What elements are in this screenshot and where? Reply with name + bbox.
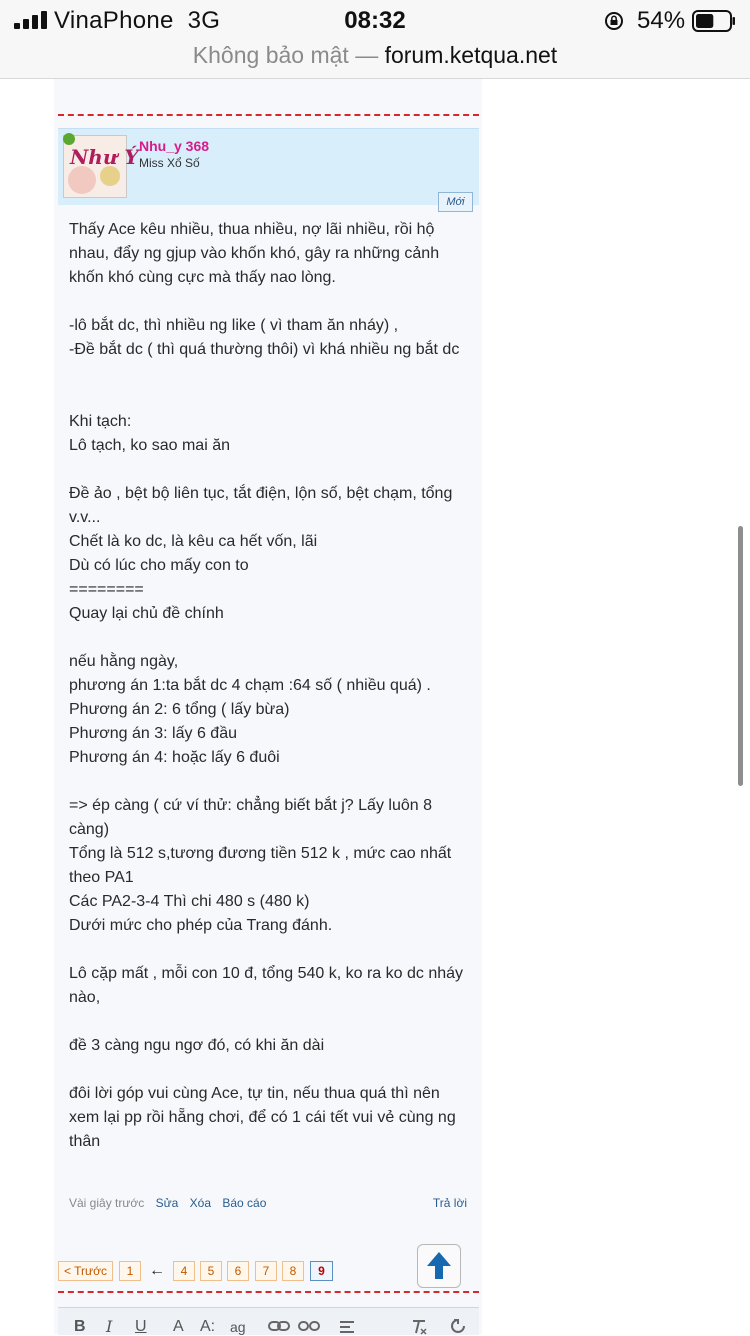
delete-link[interactable]: Xóa	[189, 1196, 212, 1210]
post-spacer	[69, 458, 474, 482]
url-bar[interactable]	[0, 44, 750, 79]
post-line: Phương án 3: lấy 6 đầu	[69, 725, 237, 742]
font-size-button[interactable]: A:	[200, 1318, 216, 1335]
post-spacer	[69, 362, 474, 386]
post-line: Đề ảo , bệt bộ liên tục, tắt điện, lộn số, bệt chạm, tổng v.v...	[69, 485, 453, 526]
underline-button[interactable]: U	[135, 1318, 147, 1335]
security-label: Không bảo mật —	[192, 42, 379, 68]
post-footer	[69, 1196, 467, 1210]
battery-percent: 54%	[637, 7, 686, 34]
bold-button[interactable]: B	[74, 1318, 86, 1335]
editor-toolbar	[58, 1307, 479, 1335]
post-line: Tổng là 512 s,tương đương tiền 512 k , mức cao nhất theo PA1	[69, 845, 452, 886]
post-line: đôi lời góp vui cùng Ace, tự tin, nếu thua quá thì nên xem lại pp rồi hẵng chơi, để có 1 cái tết vui vẻ cùng ng thân	[69, 1085, 456, 1150]
network-type: 3G	[187, 7, 221, 34]
post-line: Lô tạch, ko sao mai ăn	[69, 437, 230, 454]
avatar-image	[64, 136, 139, 197]
avatar-text: Như Ý	[70, 145, 139, 169]
post-time: Vài giây trước	[69, 1196, 145, 1210]
battery-icon	[692, 10, 736, 32]
post-line: Quay lại chủ đề chính	[69, 605, 224, 622]
reply-link[interactable]: Trả lời	[432, 1196, 467, 1210]
post-spacer	[69, 1058, 474, 1082]
username[interactable]: Nhu_y 368	[139, 138, 210, 154]
page-5-button[interactable]: 5	[200, 1261, 222, 1281]
edit-link[interactable]: Sửa	[155, 1196, 179, 1210]
post-line: Lô cặp mất , mỗi con 10 đ, tổng 540 k, ko ra ko dc nháy nào,	[69, 965, 464, 1006]
post-divider	[58, 114, 479, 116]
prev-page-button[interactable]: < Trước	[58, 1261, 113, 1281]
new-badge: Mới	[438, 192, 473, 212]
post-line: Các PA2-3-4 Thì chi 480 s (480 k)	[69, 893, 310, 910]
carrier-name: VinaPhone	[54, 7, 174, 34]
post-line: Chết là ko dc, là kêu ca hết vốn, lãi	[69, 533, 318, 550]
post-line: Dù có lúc cho mấy con to	[69, 557, 249, 574]
font-color-button[interactable]: A	[173, 1318, 184, 1335]
arrow-up-icon	[418, 1245, 460, 1287]
align-icon[interactable]	[340, 1320, 356, 1334]
page-7-button[interactable]: 7	[255, 1261, 277, 1281]
url-host: forum.ketqua.net	[384, 42, 558, 68]
post-line: -lô bắt dc, thì nhiều ng like ( vì tham ăn nháy) ,	[69, 317, 399, 334]
post-line: nếu hằng ngày,	[69, 653, 179, 670]
post-line: Phương án 2: 6 tổng ( lấy bừa)	[69, 701, 290, 718]
page-8-button[interactable]: 8	[282, 1261, 304, 1281]
post-line: Dưới mức cho phép của Trang đánh.	[69, 917, 333, 934]
post-line: -Đề bắt dc ( thì quá thường thôi) vì khá nhiều ng bắt dc	[69, 341, 460, 358]
post-spacer	[69, 626, 474, 650]
post-line: ========	[69, 581, 144, 598]
post-spacer	[69, 770, 474, 794]
post-line: Phương án 4: hoặc lấy 6 đuôi	[69, 749, 280, 766]
italic-button[interactable]: I	[106, 1317, 113, 1336]
page-1-button[interactable]: 1	[119, 1261, 141, 1281]
online-status-icon	[63, 133, 75, 145]
post-line: Khi tạch:	[69, 413, 132, 430]
report-link[interactable]: Báo cáo	[222, 1196, 267, 1210]
clock: 08:32	[344, 7, 406, 34]
user-title: Miss Xổ Số	[139, 156, 200, 170]
post-spacer	[69, 290, 474, 314]
post-line: phương án 1:ta bắt dc 4 chạm :64 số ( nhiều quá) .	[69, 677, 431, 694]
user-avatar[interactable]	[63, 135, 139, 198]
page-6-button[interactable]: 6	[227, 1261, 249, 1281]
page-4-button[interactable]: 4	[173, 1261, 195, 1281]
text-style-button[interactable]: ag	[230, 1319, 246, 1335]
page-scrollbar[interactable]	[738, 526, 743, 786]
scroll-to-top-button[interactable]	[417, 1244, 461, 1288]
post-divider	[58, 1291, 479, 1293]
clear-format-icon[interactable]	[410, 1319, 428, 1335]
post-spacer	[69, 1010, 474, 1034]
page-9-button[interactable]: 9	[310, 1261, 333, 1281]
left-arrow-icon: ←	[149, 1262, 165, 1279]
status-bar	[0, 0, 750, 44]
post-spacer	[69, 938, 474, 962]
rotation-lock-icon	[604, 11, 624, 31]
post-line: Thấy Ace kêu nhiều, thua nhiều, nợ lãi nhiều, rồi hộ nhau, đẩy ng gjup vào khốn khó, gây ra những cảnh khốn khó cùng cực mà thấy nao lòng.	[69, 221, 440, 286]
link-icon[interactable]	[268, 1319, 290, 1333]
unlink-icon[interactable]	[298, 1319, 320, 1333]
undo-icon[interactable]	[450, 1318, 466, 1335]
post-body	[69, 218, 474, 1154]
post-line: => ép càng ( cứ ví thử: chẳng biết bắt j? Lấy luôn 8 càng)	[69, 797, 432, 838]
post-line: đề 3 càng ngu ngơ đó, có khi ăn dài	[69, 1037, 325, 1054]
post-spacer	[69, 386, 474, 410]
